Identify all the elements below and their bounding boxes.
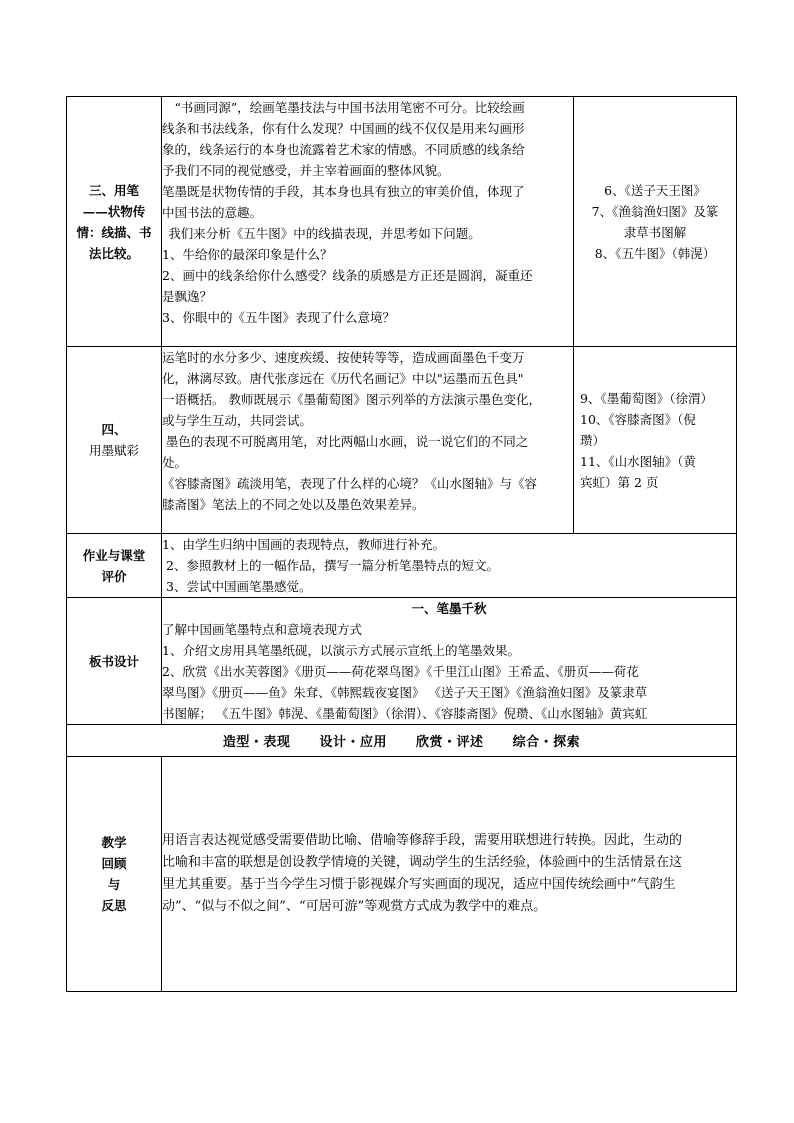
content-line: 笔墨既是状物传情的手段，其本身也具有独立的审美价值，体现了 <box>162 184 525 199</box>
category-item: 欣赏・评述 <box>416 735 484 750</box>
content-line: 线条和书法线条，你有什么发现？中国画的线不仅仅是用来勾画形 <box>162 121 525 136</box>
content-line: 是飘逸？ <box>162 289 213 304</box>
section-3-references <box>574 97 737 347</box>
categories-bar <box>67 725 737 757</box>
reference-line: 10、《容膝斋图》（倪 <box>580 411 696 427</box>
section-4-row <box>67 347 737 534</box>
board-line: 翠鸟图》《册页——鱼》朱耷、《韩熙载夜宴图》 《送子天王图》《渔翁渔妇图》及篆隶草 <box>162 685 648 700</box>
content-line: 1、牛给你的最深印象是什么？ <box>162 247 333 262</box>
reference-line: 7、《渔翁渔妇图》及篆 <box>591 203 719 219</box>
lesson-plan-table <box>66 96 737 992</box>
section-3-label <box>67 97 162 347</box>
content-line: 3、你眼中的《五牛图》表现了什么意境？ <box>162 310 395 325</box>
board-line: 2、欣赏《出水芙蓉图》《册页——荷花翠鸟图》《千里江山图》王希孟、《册页——荷花 <box>162 664 639 679</box>
section-3-row <box>67 97 737 347</box>
homework-item: 2、参照教材上的一幅作品，撰写一篇分析笔墨特点的短文。 <box>166 558 499 573</box>
reflection-line: 用语言表达视觉感受需要借助比喻、借喻等修辞手段，需要用联想进行转换。因此，生动的 <box>162 833 683 848</box>
content-line: 膝斋图》笔法上的不同之处以及墨色效果差异。 <box>162 497 425 512</box>
label-line: 法比较。 <box>88 245 139 261</box>
section-4-label <box>67 347 162 534</box>
content-line: 象的，线条运行的本身也流露着艺术家的情感。不同质感的线条给 <box>162 142 525 157</box>
reflection-line: 动”、“似与不似之间”、“可居可游”等观赏方式成为教学中的难点。 <box>162 899 547 914</box>
board-content <box>162 598 737 725</box>
label-line: 与 <box>107 877 121 892</box>
label-line: 评价 <box>101 568 127 584</box>
board-line: 了解中国画笔墨特点和意境表现方式 <box>162 622 363 637</box>
label-line: 作业与课堂 <box>82 547 146 563</box>
reference-line: 9、《墨葡萄图》（徐渭） <box>580 390 713 406</box>
reflection-line: 里尤其重要。基于当今学生习惯于影视媒介写实画面的现况，适应中国传统绘画中“气韵生 <box>162 877 676 892</box>
reference-line: 隶草书图解 <box>623 224 687 240</box>
content-line: 我们来分析《五牛图》中的线描表现，并思考如下问题。 <box>168 226 481 241</box>
reference-line: 8、《五牛图》（韩滉） <box>594 245 716 261</box>
content-line: 墨色的表现不可脱离用笔，对比两幅山水画，说一说它们的不同之 <box>165 434 529 449</box>
content-line: 中国书法的意趣。 <box>162 205 263 220</box>
reference-line: 11、《山水图轴》（黄 <box>580 453 696 469</box>
section-3-content <box>162 97 574 347</box>
reflection-label <box>67 757 162 992</box>
board-label: 板书设计 <box>67 598 162 725</box>
board-line: 书图解； 《五牛图》韩滉、《墨葡萄图》（徐渭）、《容膝斋图》倪瓒、《山水图轴》黄宾虹 <box>162 706 648 721</box>
label-line: 三、用笔 <box>88 182 139 198</box>
reflection-content <box>162 757 737 992</box>
content-line: 《容膝斋图》疏淡用笔，表现了什么样的心境？《山水图轴》与《容 <box>162 476 538 491</box>
label-line: 用墨赋彩 <box>88 443 139 458</box>
label-line: 情：线描、书 <box>76 224 152 240</box>
categories-row <box>67 725 737 757</box>
board-heading: 一、笔墨千秋 <box>411 601 487 616</box>
content-line: 处。 <box>162 455 188 470</box>
content-line: 2、画中的线条给你什么感受？线条的质感是方正还是圆润，凝重还 <box>162 268 533 283</box>
content-line: 化，淋漓尽致。唐代张彦远在《历代名画记》中以"运墨而五色具" <box>162 371 524 386</box>
reference-line: 宾虹）第 2 页 <box>580 474 659 490</box>
reflection-row <box>67 757 737 992</box>
section-4-references <box>574 347 737 534</box>
content-line: 或与学生互动，共同尝试。 <box>162 413 313 428</box>
label-line: 四、 <box>101 422 127 437</box>
board-line: 1、介绍文房用具笔墨纸砚，以演示方式展示宣纸上的笔墨效果。 <box>162 643 520 658</box>
content-line: “书画同源”，绘画笔墨技法与中国书法用笔密不可分。比较绘画 <box>174 100 525 115</box>
homework-row <box>67 534 737 598</box>
reflection-line: 比喻和丰富的联想是创设教学情境的关键，调动学生的生活经验，体验画中的生活情景在这 <box>162 855 683 870</box>
content-line: 予我们不同的视觉感受，并主宰着画面的整体风貌。 <box>162 163 450 178</box>
label-line: 教学 <box>101 835 127 850</box>
homework-item: 3、尝试中国画笔墨感觉。 <box>166 579 312 594</box>
content-line: 一语概括。 教师既展示《墨葡萄图》图示列举的方法演示墨色变化， <box>162 392 541 407</box>
label-line: ——状物传 <box>82 203 146 219</box>
homework-item: 1、由学生归纳中国画的表现特点，教师进行补充。 <box>162 537 445 552</box>
reference-line: 瓒） <box>580 432 606 448</box>
homework-label <box>67 534 162 598</box>
content-line: 运笔时的水分多少、速度疾缓、按使转等等，造成画面墨色千变万 <box>162 350 525 365</box>
label-line: 回顾 <box>101 856 127 871</box>
reference-line: 6、《送子天王图》 <box>604 182 706 198</box>
section-4-content <box>162 347 574 534</box>
category-item: 综合・探索 <box>512 735 581 750</box>
label-line: 反思 <box>101 898 127 913</box>
board-row <box>67 598 737 725</box>
homework-content <box>162 534 737 598</box>
category-item: 造型・表现 <box>222 735 291 750</box>
category-item: 设计・应用 <box>319 735 387 750</box>
